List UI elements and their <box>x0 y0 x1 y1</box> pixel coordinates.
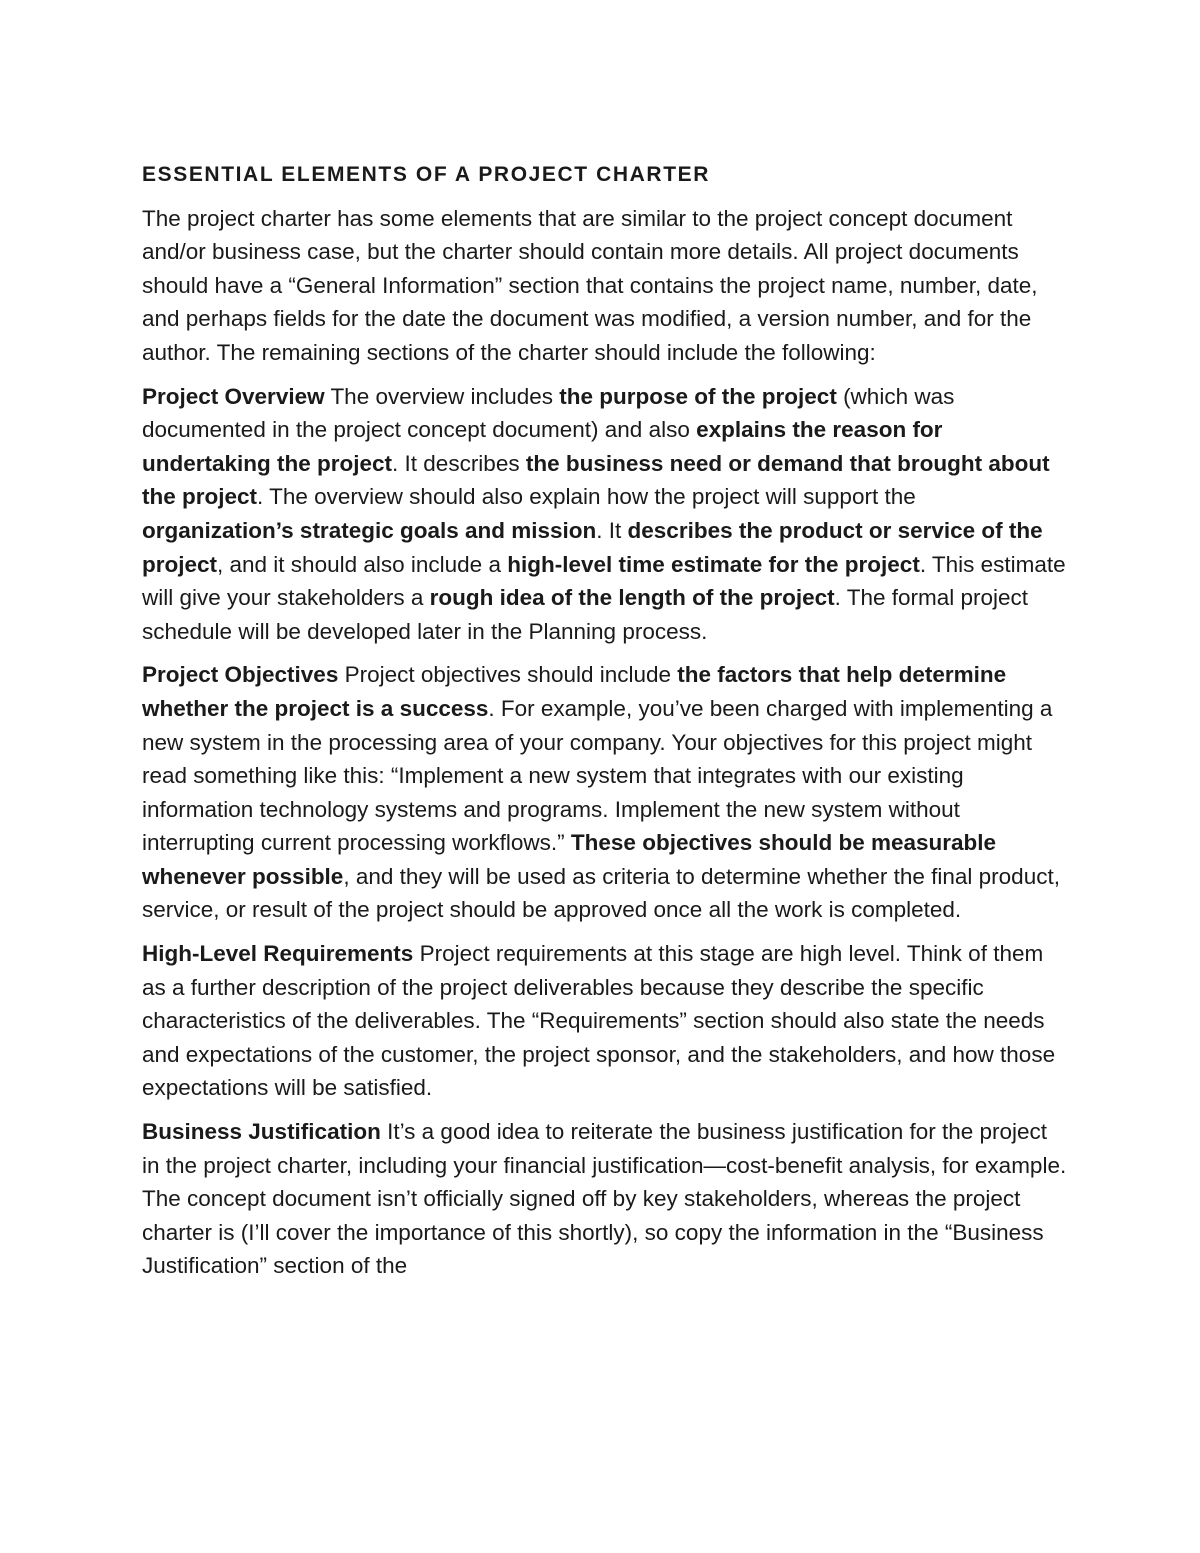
text-run: . It describes <box>392 450 526 476</box>
bold-text-run: describes the product or service of the project <box>142 517 1043 577</box>
bold-text-run: rough idea of the length of the project <box>429 585 835 611</box>
bold-text-run: Project Objectives <box>142 662 339 688</box>
bold-text-run: These objectives should be measurable whenever possible <box>142 830 997 889</box>
bold-text-run: organization’s strategic goals and mission <box>142 517 597 543</box>
document-title: ESSENTIAL ELEMENTS OF A PROJECT CHARTER <box>142 163 710 186</box>
text-run: The project charter has some elements that are similar to the project concept document and/or business case, but the charter should contain more details. All project documents should have a “General Information” section that contains the project name, number, date, and perhaps fields for the date the document was modified, a version number, and for the author. The remaining sections of the charter should include the following: <box>142 205 1038 365</box>
text-run: . The formal project schedule will be developed later in the Planning process. <box>142 585 1029 644</box>
bold-text-run: Business Justification <box>142 1119 381 1145</box>
paragraph-intro <box>142 202 1067 370</box>
text-run: . This estimate will give your stakeholders a <box>142 551 1066 611</box>
text-run: The overview includes <box>324 383 560 409</box>
text-run: . For example, you’ve been charged with implementing a new system in the processing area of your company. Your objectives for this project might read something like this: “Implement a new system that integrates with our existing information technology systems and programs. Implement the new system without interrupting current processing workflows.” <box>142 695 1053 856</box>
bold-text-run: the purpose of the project <box>559 383 837 409</box>
text-run: Project objectives should include <box>338 662 678 688</box>
bold-text-run: the factors that help determine whether the project is a success <box>142 662 1007 721</box>
text-run: , and it should also include a <box>217 551 508 577</box>
text-run: , and they will be used as criteria to determine whether the final product, service, or result of the project should be approved once all the work is completed. <box>142 863 1060 923</box>
bold-text-run: explains the reason for undertaking the project <box>142 417 943 476</box>
document-body <box>142 158 1067 1293</box>
paragraph-business-justification <box>142 1115 1067 1283</box>
paragraph-project-overview <box>142 380 1067 649</box>
paragraph-project-objectives <box>142 658 1067 927</box>
bold-text-run: the business need or demand that brought about the project <box>142 450 1050 510</box>
text-run: Project requirements at this stage are high level. Think of them as a further description of the project deliverables because they describe the specific characteristics of the deliverables. The “Requirements” section should also state the needs and expectations of the customer, the project sponsor, and the stakeholders, and how those expectations will be satisfied. <box>142 941 1056 1101</box>
text-run: . It <box>596 517 628 543</box>
text-run: It’s a good idea to reiterate the business justification for the project in the project charter, including your financial justification—cost-benefit analysis, for example. The concept document isn’t officially signed off by key stakeholders, whereas the project charter is (I’ll cover the importance of this shortly), so copy the information in the “Business Justification” section of the <box>142 1119 1067 1279</box>
bold-text-run: high-level time estimate for the project <box>507 551 920 577</box>
bold-text-run: High-Level Requirements <box>142 941 414 967</box>
paragraph-high-level-requirements <box>142 937 1067 1105</box>
text-run: (which was documented in the project concept document) and also <box>142 383 955 443</box>
bold-text-run: Project Overview <box>142 383 325 409</box>
text-run: . The overview should also explain how the project will support the <box>257 484 916 510</box>
